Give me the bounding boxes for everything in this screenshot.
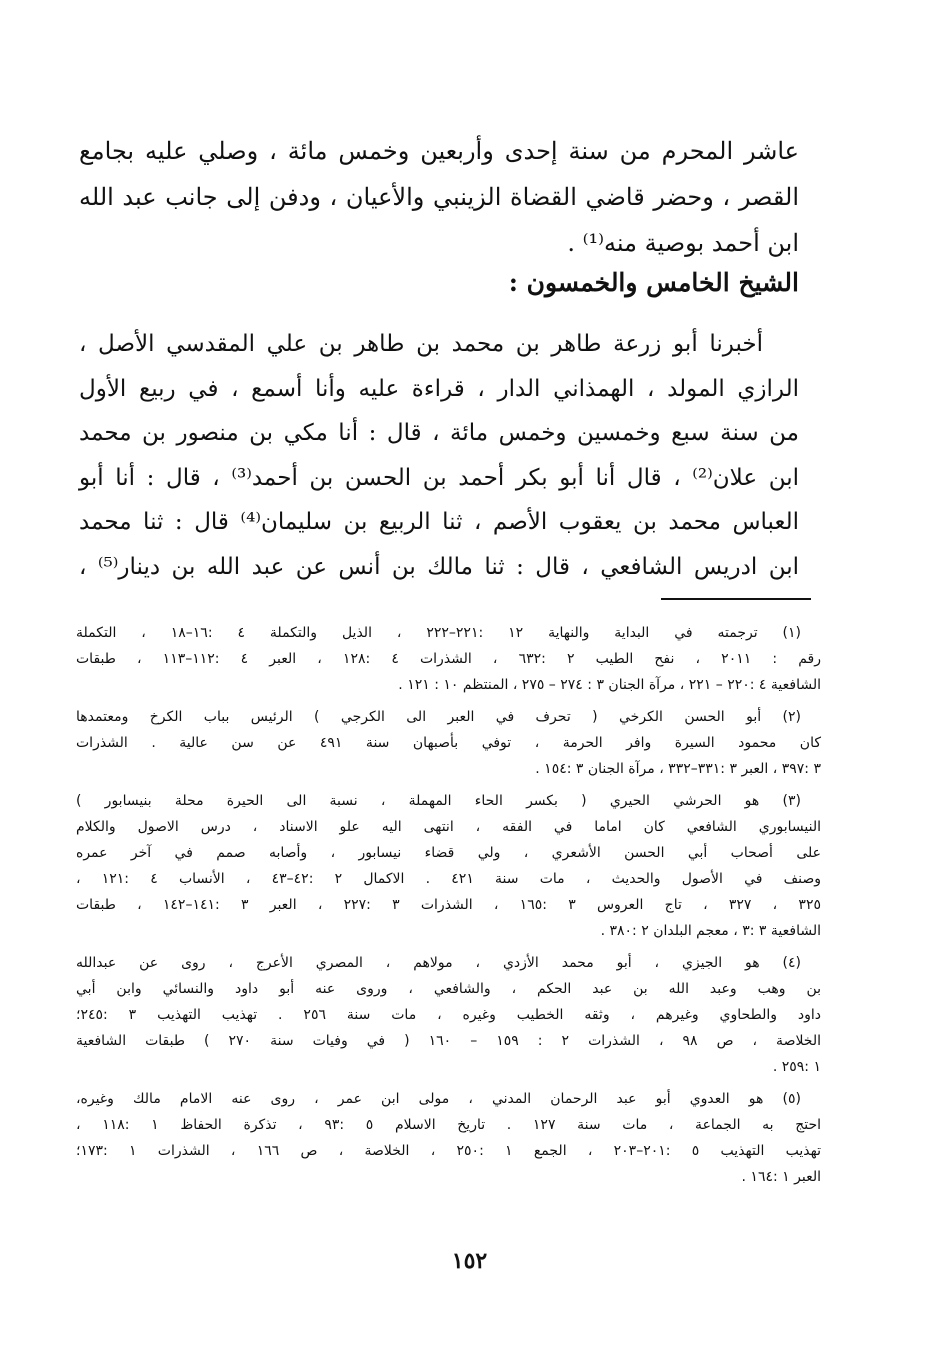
footnote-line: النيسابوري الشافعي كان اماما في الفقه ، انتهى اليه علو الاسناد ، درس الاصول والكلام	[76, 819, 821, 835]
footnote-line: بن وهب وعبد الله بن عبد الحكم ، والشافعي ، وروى عنه أبو داود والنسائي وابن أبي	[76, 981, 821, 997]
footnote-line: الشافعية ٣ :٣ ، معجم البلدان ٢ :٣٨٠ .	[600, 923, 821, 939]
footnote-line: (١) ترجمته في البداية والنهاية ١٢ :٢٢١–٢٢٢ ، الذيل والتكملة ٤ :١٦–١٨ ، التكملة	[76, 625, 802, 641]
footnote-line: احتج به الجماعة ، مات سنة ١٢٧ . تاريخ الاسلام ٥ :٩٣ ، تذكرة الحفاظ ١ :١١٨ ،	[76, 1117, 822, 1133]
footnote-line: الخلاصة ، ص ٩٨ ، الشذرات ٢ : ١٥٩ – ١٦٠ ( في وفيات سنة ٢٧٠ ) طبقات الشافعية	[76, 1033, 821, 1049]
text-line: ابن علان⁽²⁾ ، قال أنا أبو بكر أحمد بن الحسن بن أحمد⁽³⁾ ، قال : أنا أبو	[79, 464, 799, 491]
footnote-1	[76, 620, 821, 698]
footnote-3	[76, 788, 821, 944]
footnotes	[76, 620, 821, 1196]
footnote-line: (٥) هو العدوي أبو عبد الرحمان المدني ، مولى ابن عمر ، روى عنه الامام مالك وغيره،	[76, 1091, 801, 1107]
footnote-line: العبر ١ :١٦٤ .	[741, 1169, 821, 1185]
page-number: ١٥٢	[451, 1248, 488, 1274]
footnote-line: داود والطحاوي وغيرهم ، وثقه الخطيب وغيره ، مات سنة ٢٥٦ . تهذيب التهذيب ٣ :٢٤٥؛	[76, 1007, 822, 1023]
footnote-line: ٣ :٣٩٧ ، العبر ٣ :٣٣١–٣٣٢ ، مرآة الجنان ٣ :١٥٤ .	[535, 761, 821, 777]
footnote-line: كان محمود السيرة وافر الحرمة ، توفي بأصبهان سنة ٤٩١ عن سن عالية . الشذرات	[76, 735, 821, 751]
footnote-4	[76, 950, 821, 1080]
footnote-5	[76, 1086, 821, 1190]
text-line: الرازي المولد ، الهمذاني الدار ، قراءة عليه وأنا أسمع ، في ربيع الأول	[79, 375, 799, 402]
text-line: العباس محمد بن يعقوب الأصم ، ثنا الربيع بن سليمان⁽⁴⁾ قال : ثنا محمد	[79, 509, 799, 535]
text-line: عاشر المحرم من سنة إحدى وأربعين وخمس مائة ، وصلي عليه بجامع	[79, 137, 799, 165]
footnote-divider	[661, 598, 811, 600]
footnote-line: (٤) هو الجيزي ، أبو محمد الأزدي ، مولاهم ، المصري الأعرج ، روى عن عبدالله	[76, 955, 801, 971]
section-heading: الشيخ الخامس والخمسون :	[508, 268, 799, 297]
continued-paragraph	[79, 128, 799, 266]
footnote-2	[76, 704, 821, 782]
footnote-line: وصنف في الأصول والحديث ، مات سنة ٤٢١ . الاكمال ٢ :٤٢–٤٣ ، الأنساب ٤ :١٢١ ،	[76, 871, 822, 887]
footnote-line: (٣) هو الحرشي الحيري ( بكسر الحاء المهملة ، نسبة الى الحيرة محلة بنيسابور )	[76, 793, 801, 809]
footnote-line: الشافعية ٤ :٢٢٠ – ٢٢١ ، مرآة الجنان ٣ : ٢٧٤ – ٢٧٥ ، المنتظم ١٠ : ١٢١ .	[398, 677, 821, 693]
footnote-line: (٢) أبو الحسن الكرخي ( تحرف في العبر الى الكرجي ) الرئيس بباب الكرخ ومعتمدها	[76, 709, 801, 725]
text-line: أخبرنا أبو زرعة طاهر بن محمد بن طاهر بن علي المقدسي الأصل ،	[79, 331, 763, 357]
footnote-line: رقم : ٢٠١١ ، نفح الطيب ٢ :٦٣٢ ، الشذرات ٤ :١٢٨ ، العبر ٤ :١١٢–١١٣ ، طبقات	[76, 651, 821, 667]
text-line: ابن أحمد بوصية منه⁽¹⁾ .	[567, 229, 799, 257]
text-line: من سنة سبع وخمسين وخمس مائة ، قال : أنا مكي بن منصور بن محمد	[79, 420, 799, 446]
footnote-line: ٣٢٥ ، ٣٢٧ ، تاج العروس ٣ :١٦٥ ، الشذرات ٣ :٢٢٧ ، العبر ٣ :١٤١–١٤٢ ، طبقات	[76, 897, 821, 913]
footnote-line: ١ :٢٥٩ .	[772, 1059, 821, 1075]
section-paragraph	[79, 322, 799, 589]
footnote-line: على أصحاب أبي الحسن الأشعري ، ولي قضاء نيسابور ، وأصابه صمم في آخر عمره	[76, 845, 821, 861]
footnote-line: تهذيب التهذيب ٥ :٢٠١–٢٠٣ ، الجمع ١ :٢٥٠ ، الخلاصة ، ص ١٦٦ ، الشذرات ١ :١٧٣؛	[76, 1143, 821, 1159]
text-line: ابن ادريس الشافعي ، قال : ثنا مالك بن أنس عن عبد الله بن دينار⁽⁵⁾ ،	[79, 553, 799, 580]
text-line: القصر ، وحضر قاضي القضاة الزينبي والأعيان ، ودفن إلى جانب عبد الله	[79, 183, 799, 211]
